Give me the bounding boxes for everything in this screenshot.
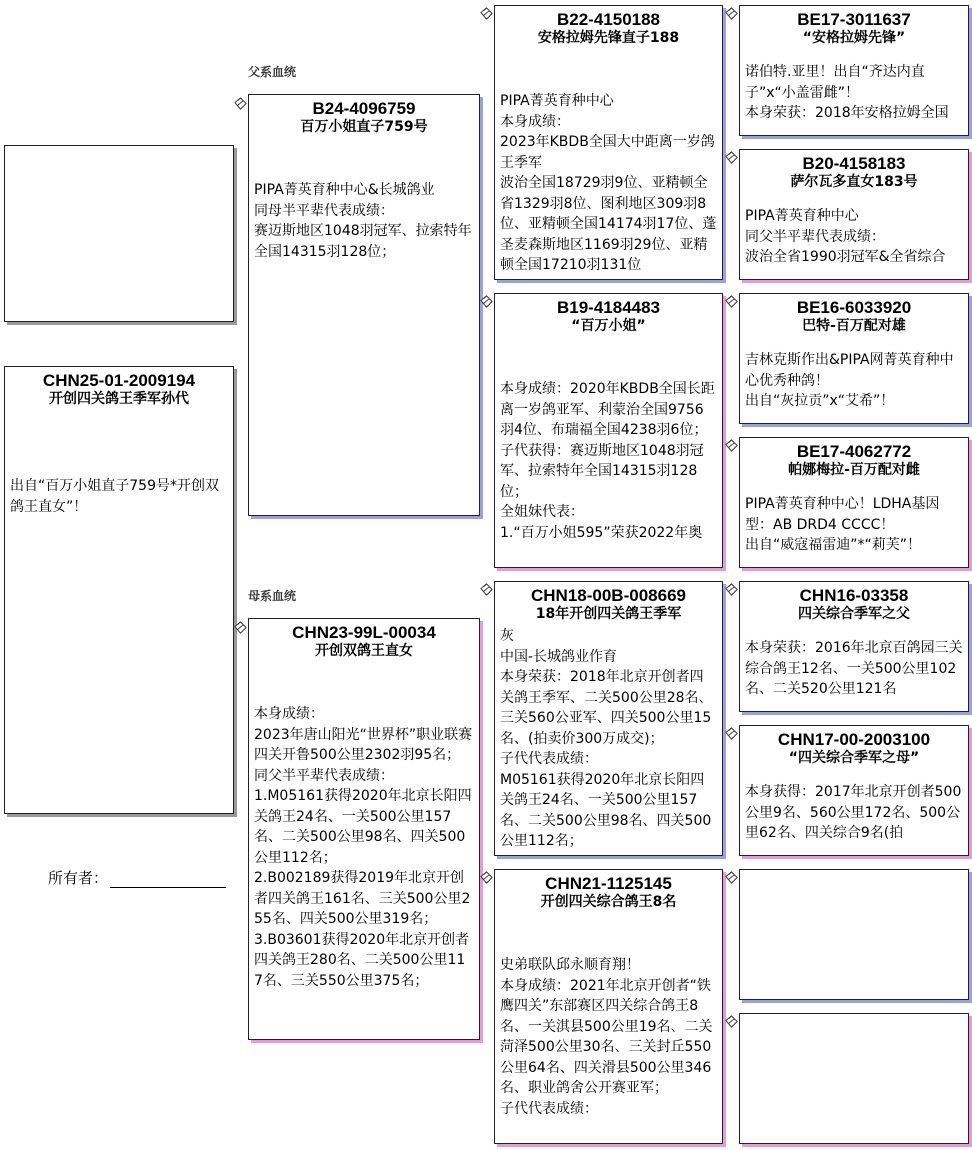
sire-sire-card[interactable]: [494, 5, 723, 280]
dam-card[interactable]: [248, 618, 480, 1040]
sire-sire-name: 安格拉姆先锋直子188: [537, 30, 680, 46]
edit-icon[interactable]: [724, 6, 739, 21]
ddd-card[interactable]: [739, 1013, 969, 1144]
dam-dam-desc: 史弟联队邱永顺育翔！ 本身成绩：2021年北京开创者“铁鹰四关”东部赛区四关综合鸽王8名、一关淇县500公里19名、二关菏泽500公里30名、三关封丘550公里64名、四关滑县500公里346名、职业鸽舍公开赛亚军； 子代代表成绩：: [500, 957, 713, 1117]
dam-dam-ring: CHN21-1125145: [545, 874, 672, 893]
dam-sire-name: 18年开创四关鸽王季军: [535, 606, 682, 622]
sire-line-label: 父系血统: [248, 65, 297, 79]
edit-icon[interactable]: [233, 96, 248, 111]
dsd-desc: 本身获得：2017年北京开创者500公里9名、560公里172名、500公里62名、四关综合9名(拍: [745, 784, 962, 841]
edit-icon[interactable]: [724, 150, 739, 165]
edit-icon[interactable]: [479, 6, 494, 21]
sire-dam-name: “百万小姐”: [571, 318, 646, 334]
dam-ring: CHN23-99L-00034: [292, 623, 436, 642]
sss-desc: 诺伯特.亚里！出自“齐达内直子”x“小盖雷雌”！ 本身荣获：2018年安格拉姆全国: [745, 64, 949, 121]
sss-name: “安格拉姆先锋”: [802, 30, 906, 46]
ssd-name: 萨尔瓦多直女183号: [790, 174, 918, 190]
ssd-ring: B20-4158183: [802, 154, 906, 173]
owner-label: 所有者：: [48, 869, 109, 887]
sire-desc: PIPA菁英育种中心&长城鸽业 同母半平辈代表成绩： 赛迈斯地区1048羽冠军、拉索特年全国14315羽128位；: [254, 182, 472, 260]
sss-ring: BE17-3011637: [797, 10, 911, 29]
sire-name: 百万小姐直子759号: [300, 119, 428, 135]
dss-name: 四关综合季军之父: [798, 606, 910, 622]
sire-sire-ring: B22-4150188: [556, 10, 661, 29]
sss-card[interactable]: [739, 5, 969, 136]
sds-desc: 吉林克斯作出&PIPA网菁英育种中心优秀种鸽！ 出自“灰拉贡”x“艾希”！: [745, 352, 954, 409]
edit-icon[interactable]: [724, 726, 739, 741]
owner-blank-line[interactable]: [110, 873, 226, 888]
dam-name: 开创双鸽王直女: [315, 643, 413, 659]
dsd-ring: CHN17-00-2003100: [777, 730, 931, 749]
ssd-desc: PIPA菁英育种中心 同父半平辈代表成绩： 波治全省1990羽冠军&全省综合: [745, 208, 946, 265]
edit-icon[interactable]: [724, 582, 739, 597]
dam-line-label: 母系血统: [248, 589, 297, 603]
edit-icon[interactable]: [479, 870, 494, 885]
edit-icon[interactable]: [724, 1014, 739, 1029]
edit-icon[interactable]: [233, 620, 248, 635]
photo-box: [4, 145, 234, 322]
dam-sire-card[interactable]: [494, 581, 723, 856]
sds-card[interactable]: [739, 293, 969, 424]
sire-ring: B24-4096759: [312, 99, 416, 118]
sds-ring: BE16-6033920: [796, 298, 912, 317]
sire-sire-desc: PIPA菁英育种中心 本身成绩： 2023年KBDB全国大中距离一岁鸽王季军 波治全国18729羽9位、亚精顿全省1329羽8位、图利地区309羽8位、亚精顿全国14174羽17位、蓬圣麦森斯地区1169羽29位、亚精顿全国17210羽131位: [500, 93, 717, 273]
sdd-card[interactable]: [739, 437, 969, 568]
edit-icon[interactable]: [724, 294, 739, 309]
sdd-desc: PIPA菁英育种中心！LDHA基因型：AB DRD4 CCCC！ 出自“威寇福雷迪”*“莉芙”！: [745, 496, 940, 553]
dam-dam-name: 开创四关综合鸽王8名: [540, 894, 677, 910]
dss-desc: 本身荣获：2016年北京百鸽园三关综合鸽王12名、一关500公里102名、二关520公里121名: [745, 640, 963, 697]
ssd-card[interactable]: [739, 149, 969, 280]
edit-icon[interactable]: [479, 294, 494, 309]
sire-dam-ring: B19-4184483: [556, 298, 661, 317]
dsd-name: “四关综合季军之母”: [788, 750, 920, 766]
subject-card[interactable]: [4, 366, 234, 814]
dam-sire-desc: 灰 中国-长城鸽业作育 本身荣获：2018年北京开创者四关鸽王季军、二关500公里28名、三关560公亚军、四关500公里15名、(拍卖价300万成交)； 子代代表成绩： M05161获得2020年北京长阳四关鸽王24名、一关500公里157名、二关500公里98名、四关500公里112名；: [500, 628, 713, 849]
dam-sire-ring: CHN18-00B-008669: [531, 586, 686, 605]
edit-icon[interactable]: [479, 582, 494, 597]
owner-field: [48, 867, 226, 888]
sds-name: 巴特-百万配对雄: [802, 318, 906, 334]
subject-desc: 出自“百万小姐直子759号*开创双鸽王直女”！: [10, 478, 219, 515]
dam-dam-card[interactable]: [494, 869, 723, 1144]
sire-dam-desc: 本身成绩：2020年KBDB全国长距离一岁鸽亚军、利蒙治全国9756羽4位、布瑞福全国4238羽6位； 子代获得：赛迈斯地区1048羽冠军、拉索特年全国14315羽128位； 全姐妹代表： 1.“百万小姐595”荣获2022年奥: [500, 381, 715, 541]
dds-card[interactable]: [739, 869, 969, 1000]
dsd-card[interactable]: [739, 725, 969, 856]
sire-dam-card[interactable]: [494, 293, 723, 568]
sire-card[interactable]: [248, 94, 480, 516]
sdd-name: 帕娜梅拉-百万配对雌: [788, 462, 920, 478]
dss-card[interactable]: [739, 581, 969, 712]
dss-ring: CHN16-03358: [799, 586, 909, 605]
edit-icon[interactable]: [724, 438, 739, 453]
sdd-ring: BE17-4062772: [796, 442, 912, 461]
subject-name: 开创四关鸽王季军孙代: [49, 391, 189, 407]
subject-ring: CHN25-01-2009194: [42, 371, 196, 390]
edit-icon[interactable]: [724, 870, 739, 885]
dam-desc: 本身成绩： 2023年唐山阳光“世界杯”职业联赛四关开鲁500公里2302羽95名； 同父半平辈代表成绩： 1.M05161获得2020年北京长阳四关鸽王24名、一关500公里157名、二关500公里98名、四关500公里112名； 2.B002189获得2019年北京开创者四关鸽王161名、三关500公里255名、四关500公里319名； 3.B03601获得2020年北京开创者四关鸽王280名、二关500公里117名、三关550公里375名；: [254, 706, 473, 989]
